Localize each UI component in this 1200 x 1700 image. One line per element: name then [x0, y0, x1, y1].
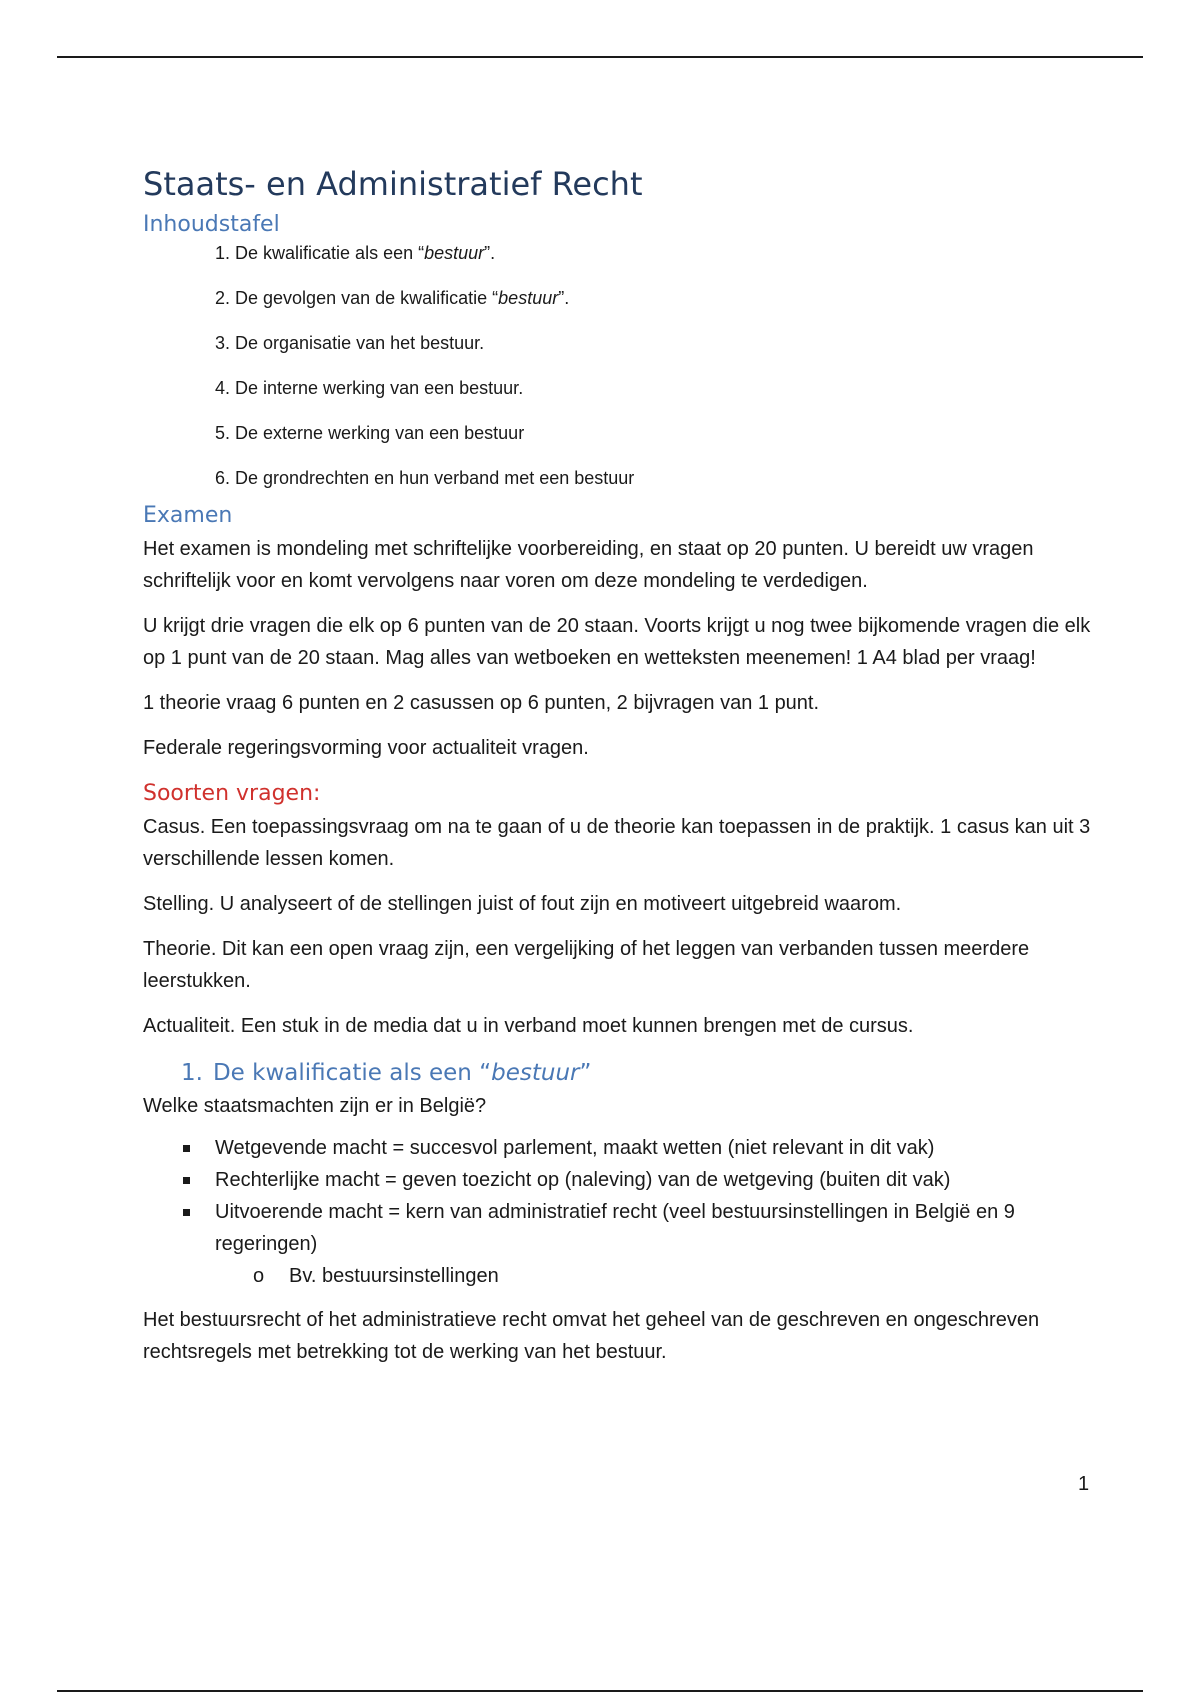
square-bullet-icon — [183, 1145, 190, 1152]
examen-paragraph: Federale regeringsvorming voor actualiteit vragen. — [143, 737, 589, 759]
list-item: Rechterlijke macht = geven toezicht op (naleving) van de wetgeving (buiten dit vak) — [143, 1164, 1093, 1196]
examen-heading: Examen — [143, 503, 233, 528]
toc-item-1[interactable]: 1. De kwalificatie als een “bestuur”. — [215, 243, 496, 263]
document-title: Staats- en Administratief Recht — [143, 165, 643, 203]
staatsmachten-list — [143, 1132, 1093, 1260]
section-1-heading: 1. De kwalificatie als een “bestuur” — [181, 1060, 592, 1086]
soorten-paragraph: Casus. Een toepassingsvraag om na te gaan of u de theorie kan toepassen in de praktijk. 1 casus kan uit 3 verschillende lessen komen. — [143, 816, 1091, 870]
page-number: 1 — [1078, 1473, 1090, 1495]
soorten-paragraph: Actualiteit. Een stuk in de media dat u in verband moet kunnen brengen met de cursus. — [143, 1015, 914, 1037]
section-1-closing: Het bestuursrecht of het administratieve recht omvat het geheel van de geschreven en ongeschreven rechtsregels met betrekking tot de werking van het bestuur. — [143, 1309, 1040, 1363]
examen-paragraph: 1 theorie vraag 6 punten en 2 casussen op 6 punten, 2 bijvragen van 1 punt. — [143, 692, 820, 714]
toc-heading: Inhoudstafel — [143, 212, 280, 237]
toc-item-4[interactable]: 4. De interne werking van een bestuur. — [215, 378, 524, 398]
soorten-paragraph: Theorie. Dit kan een open vraag zijn, een vergelijking of het leggen van verbanden tussen meerdere leerstukken. — [143, 938, 1030, 992]
toc-item-6[interactable]: 6. De grondrechten en hun verband met een bestuur — [215, 468, 635, 488]
sub-list — [143, 1260, 1093, 1292]
list-item: Uitvoerende macht = kern van administratief recht (veel bestuursinstellingen in België en 9 regeringen) — [143, 1196, 1093, 1260]
list-item: Wetgevende macht = succesvol parlement, maakt wetten (niet relevant in dit vak) — [143, 1132, 1093, 1164]
examen-paragraph: U krijgt drie vragen die elk op 6 punten van de 20 staan. Voorts krijgt u nog twee bijkomende vragen die elk op 1 punt van de 20 staan. Mag alles van wetboeken en wetteksten meenemen! 1 A4 blad per vraag! — [143, 615, 1091, 669]
soorten-paragraph: Stelling. U analyseert of de stellingen juist of fout zijn en motiveert uitgebreid waarom. — [143, 893, 902, 915]
table-of-contents — [215, 242, 1093, 489]
toc-item-2[interactable]: 2. De gevolgen van de kwalificatie “bestuur”. — [215, 288, 570, 308]
toc-item-5[interactable]: 5. De externe werking van een bestuur — [215, 423, 525, 443]
section-1-number: 1. — [181, 1060, 203, 1086]
footer-rule — [57, 1690, 1143, 1692]
sub-list-item: o Bv. bestuursinstellingen — [143, 1260, 1093, 1292]
header-rule — [57, 56, 1143, 58]
section-1-intro: Welke staatsmachten zijn er in België? — [143, 1095, 487, 1117]
examen-paragraph: Het examen is mondeling met schriftelijke voorbereiding, en staat op 20 punten. U bereidt uw vragen schriftelijk voor en komt vervolgens naar voren om deze mondeling te verdedigen. — [143, 538, 1034, 592]
square-bullet-icon — [183, 1177, 190, 1184]
document-page — [143, 160, 1093, 1381]
toc-item-3[interactable]: 3. De organisatie van het bestuur. — [215, 333, 485, 353]
soorten-vragen-heading: Soorten vragen: — [143, 781, 321, 806]
circle-bullet-icon: o — [253, 1265, 265, 1287]
square-bullet-icon — [183, 1209, 190, 1216]
